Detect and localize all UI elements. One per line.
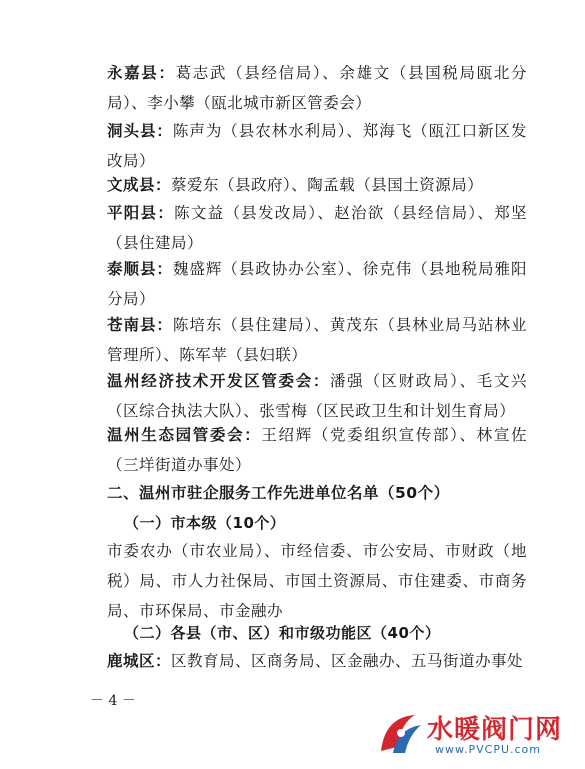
- paragraph-text: 魏盛辉（县政协办公室）、徐克伟（县地税局雅阳分局）: [107, 260, 527, 308]
- paragraph-lucheng: [107, 646, 527, 676]
- site-watermark: [375, 703, 575, 763]
- paragraph-text: 潘强（区财政局）、毛文兴（区综合执法大队）、张雪梅（区民政卫生和计划生育局）: [107, 372, 527, 420]
- paragraph-econ-zone: [107, 366, 527, 426]
- paragraph-eco-park: [107, 420, 527, 480]
- paragraph-text: 王绍辉（党委组织宣传部）、林宣佐（三垟街道办事处）: [107, 426, 527, 474]
- section-heading: 二、温州市驻企服务工作先进单位名单（50个）: [107, 484, 450, 502]
- paragraph-taishun: [107, 254, 527, 314]
- county-label: 苍南县：: [107, 316, 173, 334]
- county-label: 温州生态园管委会：: [107, 426, 262, 444]
- paragraph-text: 陈培东（县住建局）、黄茂东（县林业局马站林业管理所）、陈军苹（县妇联）: [107, 316, 527, 364]
- paragraph-text: 区教育局、区商务局、区金融办、五马街道办事处: [171, 652, 524, 670]
- county-label: 泰顺县：: [107, 260, 173, 278]
- paragraph-wencheng: [107, 170, 527, 200]
- watermark-title: 水暖阀门网: [427, 715, 563, 745]
- page-number: － 4 －: [90, 693, 136, 709]
- paragraph-pingyang: [107, 198, 527, 258]
- paragraph-text: 陈文益（县发改局）、赵治欲（县经信局）、郑坚（县住建局）: [107, 204, 527, 252]
- paragraph-city-units: 市委农办（市农业局）、市经信委、市公安局、市财政（地税）局、市人力社保局、市国土资源局、市住建委、市商务局、市环保局、市金融办: [107, 542, 527, 620]
- watermark-url: www.PVCPU.com: [435, 743, 541, 756]
- county-label: 文成县：: [107, 176, 172, 194]
- paragraph-dongtou: [107, 116, 527, 176]
- county-label: 永嘉县：: [107, 64, 176, 82]
- county-label: 鹿城区：: [107, 652, 172, 670]
- paragraph-text: 葛志武（县经信局）、余雄文（县国税局瓯北分局）、李小攀（瓯北城市新区管委会）: [107, 64, 527, 112]
- paragraph-cangnan: [107, 310, 527, 370]
- paragraph-yongjia: [107, 58, 527, 118]
- valve-logo-icon: [375, 707, 427, 759]
- subsection-heading-counties: （二）各县（市、区）和市级功能区（40个）: [124, 624, 441, 642]
- paragraph-text: 陈声为（县农林水利局）、郑海飞（瓯江口新区发改局）: [107, 122, 527, 170]
- county-label: 温州经济技术开发区管委会：: [107, 372, 331, 390]
- county-label: 洞头县：: [107, 122, 173, 140]
- subsection-heading-city: （一）市本级（10个）: [124, 514, 286, 532]
- county-label: 平阳县：: [107, 204, 175, 222]
- paragraph-text: 蔡爱东（县政府）、陶孟载（县国土资源局）: [171, 176, 484, 194]
